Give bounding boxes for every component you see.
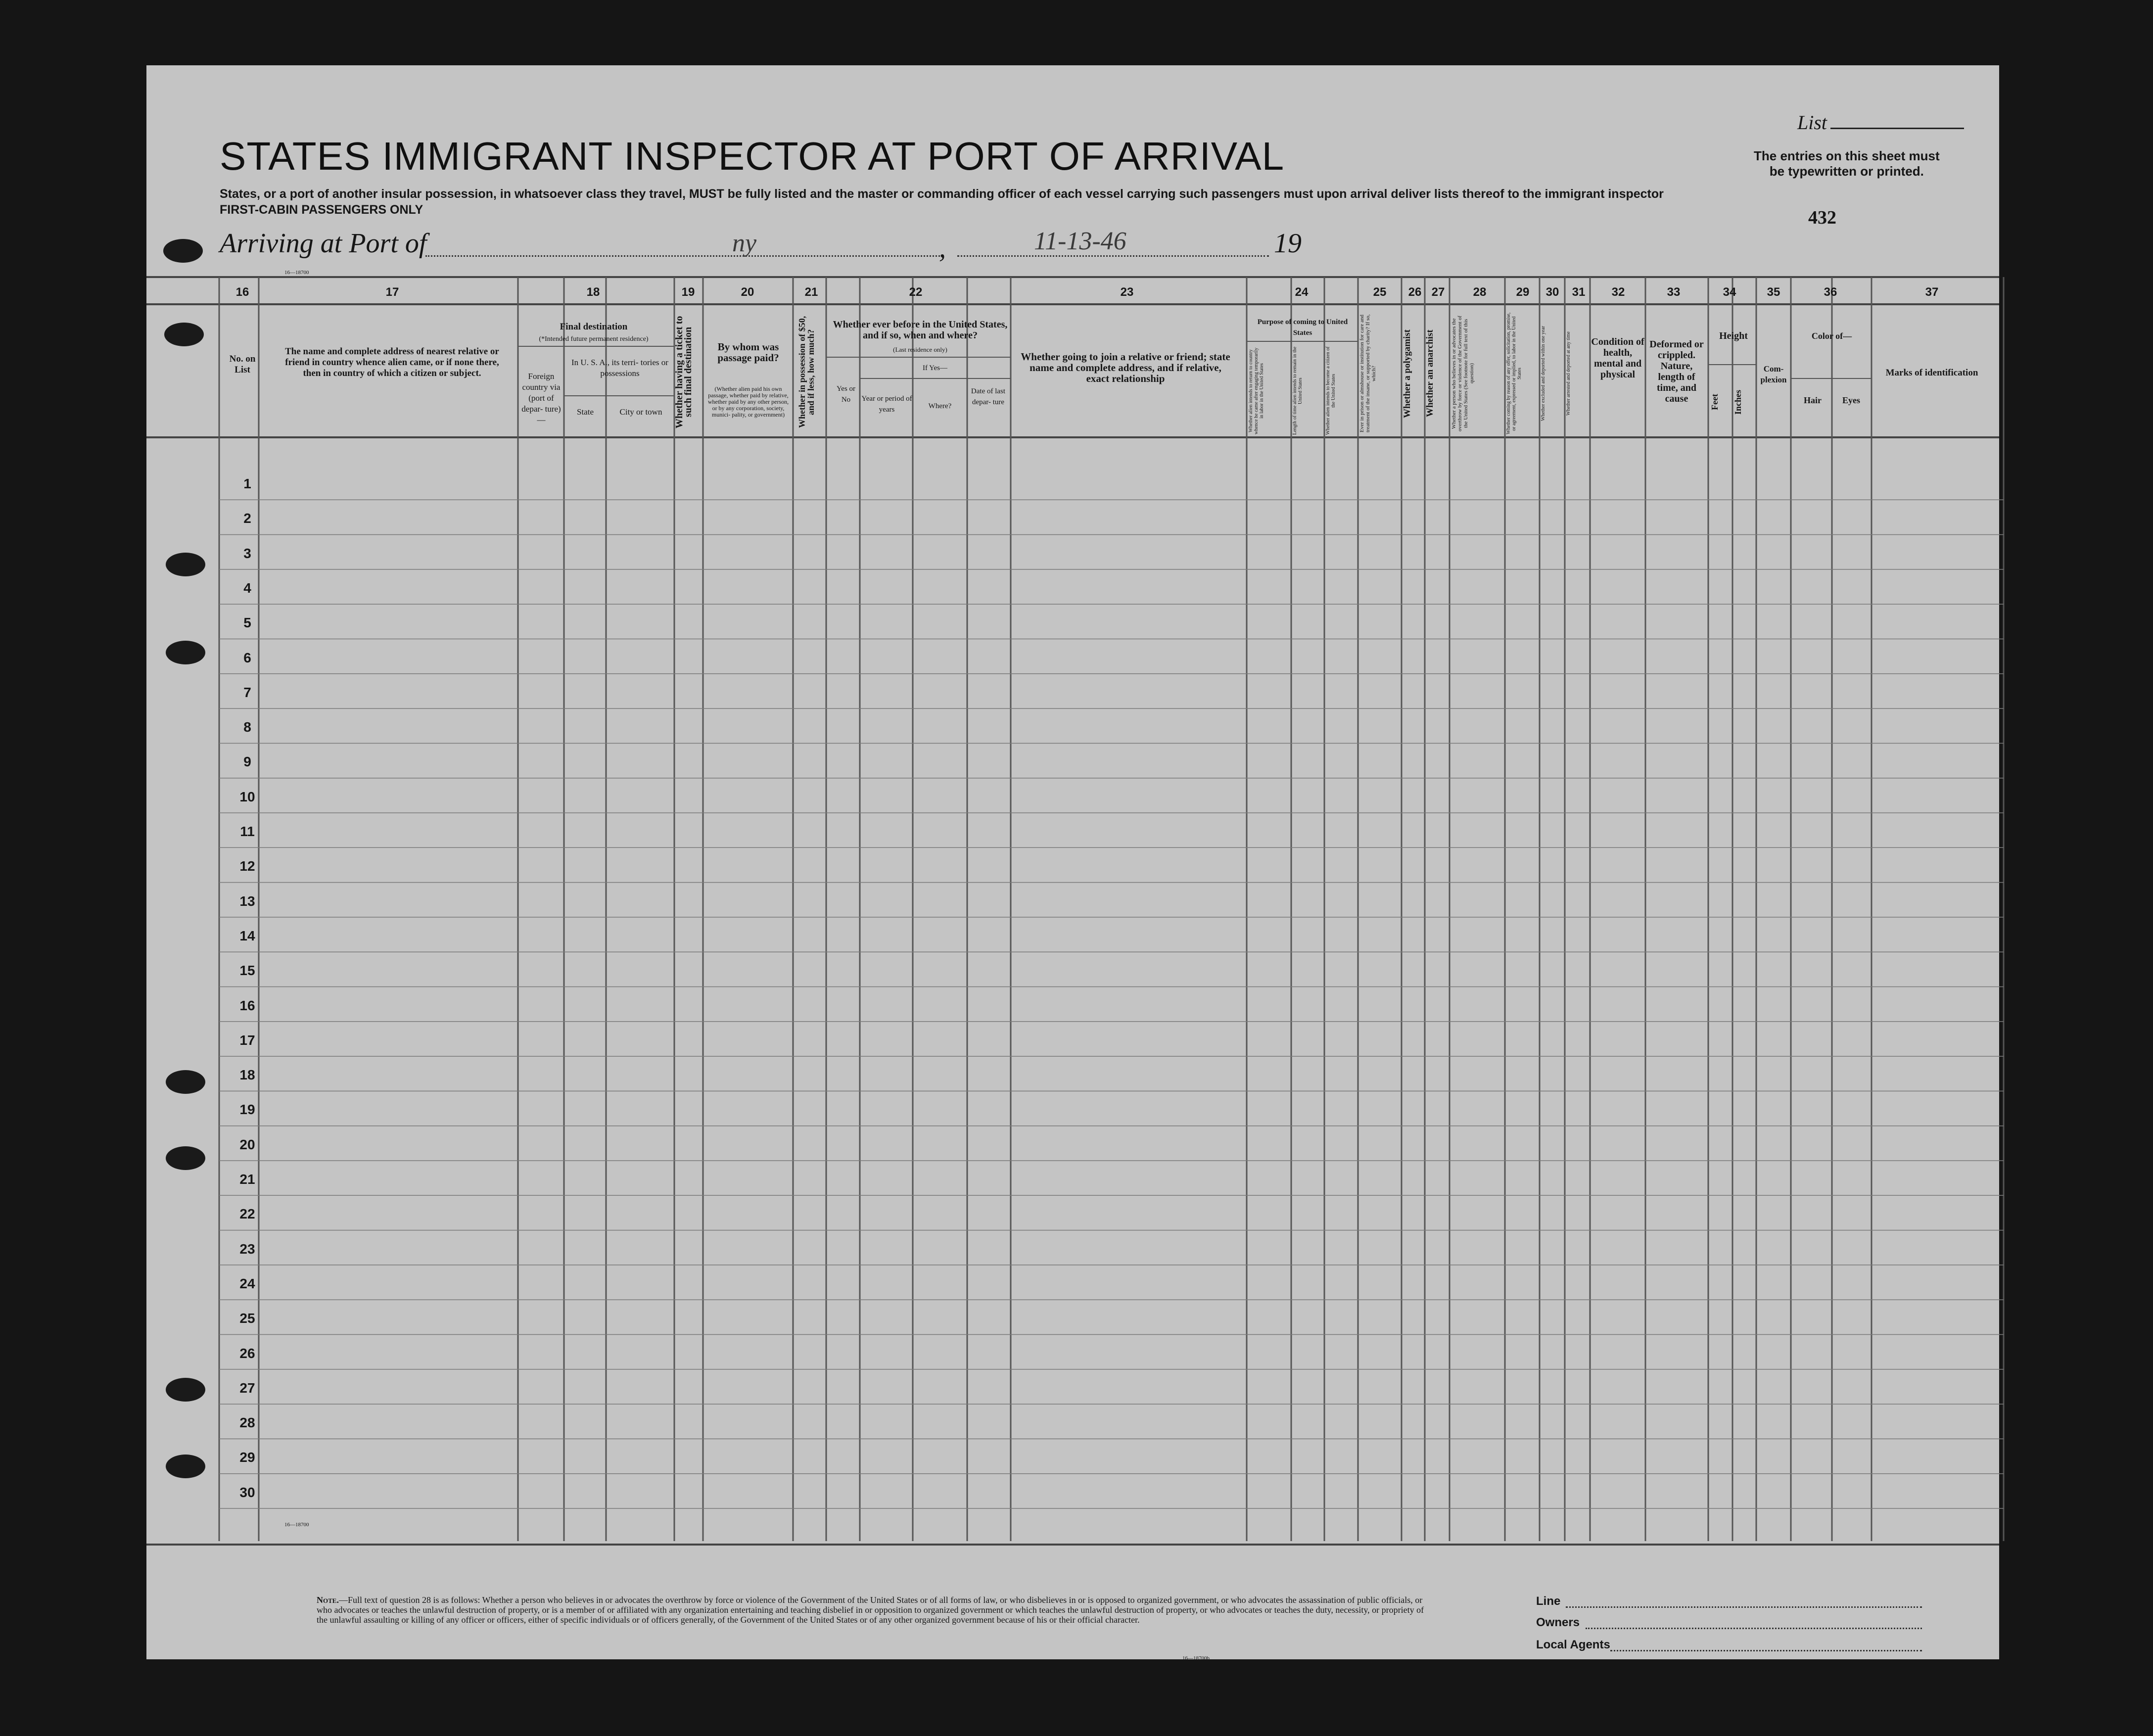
binder-hole [166, 641, 205, 664]
header-q28: Whether a person who believes in or advocates the overthrow by force or violence of the Government of the United States (See footnote for full text of this question) [1451, 316, 1475, 431]
row-number: 20 [239, 1136, 255, 1152]
owners-field [1586, 1628, 1922, 1629]
binder-hole [166, 1146, 205, 1170]
header-by-whom-paid: By whom was passage paid? [717, 341, 779, 364]
row-number: 25 [239, 1311, 255, 1326]
col-num-17: 17 [385, 285, 399, 299]
row-number: 4 [243, 580, 251, 596]
col-num-33: 33 [1667, 285, 1681, 299]
col-num-30: 30 [1545, 285, 1559, 299]
binder-hole [166, 1378, 205, 1402]
header-condition: Condition of health, mental and physical [1591, 336, 1644, 380]
footnote-label: Note. [317, 1595, 339, 1605]
row-number: 15 [239, 963, 255, 979]
header-yes-or-no: Yes or No [836, 385, 856, 404]
row-number: 9 [243, 754, 251, 770]
header-q31: Whether arrested and deported at any time [1566, 331, 1571, 416]
header-foreign-country: Foreign country via (port of depar- ture)— [521, 372, 561, 424]
col-num-26: 26 [1408, 285, 1422, 299]
line-label: Line [1536, 1595, 1561, 1608]
header-purpose-a: Whether alien intends to return to country whence he came after engaging temporarily in labor in the United States [1248, 347, 1264, 434]
col-num-23: 23 [1120, 285, 1134, 299]
stamp-number: 432 [1808, 207, 1836, 228]
header-eyes: Eyes [1842, 395, 1860, 405]
row-number: 28 [239, 1415, 255, 1431]
row-number: 18 [239, 1067, 255, 1083]
col-num-36: 36 [1824, 285, 1837, 299]
header-date-last-departure: Date of last depar- ture [971, 387, 1006, 406]
port-comma: , [939, 233, 946, 264]
row-number: 26 [239, 1345, 255, 1361]
binder-hole [163, 239, 203, 263]
header-final-destination: Final destination [560, 322, 628, 332]
row-number: 12 [239, 858, 255, 874]
header-state: State [577, 407, 594, 417]
header-complexion: Com- plexion [1760, 364, 1787, 384]
header-purpose-c: Whether alien intends to become a citizen of the United States [1325, 346, 1336, 435]
header-inches: Inches [1733, 389, 1743, 415]
row-number: 13 [239, 893, 255, 909]
col-num-21: 21 [804, 285, 818, 299]
header-last-residence: (Last residence only) [893, 346, 947, 353]
header-feet: Feet [1710, 394, 1720, 410]
header-year-or-period: Year or period of years [861, 395, 912, 414]
col-num-35: 35 [1767, 285, 1780, 299]
arriving-label: Arriving at Port of [220, 228, 427, 259]
col-num-25: 25 [1373, 285, 1387, 299]
line-field [1566, 1606, 1922, 1608]
footnote-text: —Full text of question 28 is as follows: Whether a person who believes in or advocates the overthrow by force or violence of the Government of the United States or of all forms of law, or who disbelieves in or is opposed to organized government, or who advocates the assassination of public officials, or who advocates or teaches the unlawful destruction of property, or is a member of or affiliated with any organization entertaining and teaching disbelief in or opposition to organized government or which teaches the unlawful destruction of property, or who advocates or teaches the duty, necessity, or propriety of the unlawful assaulting or killing of any officer or officers, either of specific individuals or of officers generally, of the Government of the United States or of any other organized government because of his or their official character. [317, 1595, 1424, 1625]
row-number: 27 [239, 1380, 255, 1396]
header-deformed: Deformed or crippled. Nature, length of time, and cause [1649, 339, 1704, 404]
col-num-28: 28 [1473, 285, 1487, 299]
header-where: Where? [928, 402, 952, 410]
col-num-24: 24 [1295, 285, 1309, 299]
row-number: 3 [243, 545, 251, 561]
header-height: Height [1719, 330, 1748, 341]
header-nearest-relative: The name and complete address of nearest relative or friend in country whence alien came, or if none there, then in country of which a citizen or subject. [285, 346, 499, 378]
passenger-class: FIRST-CABIN PASSENGERS ONLY [220, 203, 423, 217]
col-num-27: 27 [1431, 285, 1445, 299]
row-number: 6 [243, 650, 251, 665]
header-ticket: Whether having a ticket to such final destination [674, 316, 694, 428]
header-ever-before: Whether ever before in the United States, and if so, when and where? [833, 319, 1008, 341]
col-num-22: 22 [909, 285, 923, 299]
header-if-yes: If Yes— [922, 364, 947, 372]
row-number: 21 [239, 1172, 255, 1187]
col-num-29: 29 [1516, 285, 1530, 299]
col-num-37: 37 [1925, 285, 1939, 299]
header-possession-50: Whether in possession of $50, and if less, how much? [797, 316, 816, 428]
col-num-31: 31 [1572, 285, 1586, 299]
year-prefix: 19 [1274, 228, 1302, 259]
owners-label: Owners [1536, 1616, 1580, 1629]
binder-hole [166, 553, 205, 576]
col-num-32: 32 [1611, 285, 1625, 299]
row-number: 14 [239, 928, 255, 943]
col-num-16: 16 [235, 285, 249, 299]
footnote [317, 1595, 1435, 1625]
port-value: ny [732, 229, 757, 257]
row-number: 5 [243, 615, 251, 631]
binder-hole [164, 323, 204, 346]
header-prison: Ever in prison or almshouse or institution for care and treatment of the insane, or supported by charity? If so, which? [1359, 314, 1377, 433]
header-polygamist: Whether a polygamist [1402, 329, 1412, 418]
date-value: 11-13-46 [1034, 227, 1126, 255]
entries-line-1: The entries on this sheet must [1754, 148, 1940, 163]
binder-hole [166, 1070, 205, 1094]
header-q29: Whether coming by reason of any offer, solicitation, promise, or agreement, expressed or implied, to labor in the United States [1506, 312, 1522, 435]
local-agents-field [1610, 1650, 1922, 1651]
binder-hole [166, 1454, 205, 1478]
header-purpose: Purpose of coming to United States [1257, 318, 1348, 337]
header-color-of: Color of— [1811, 331, 1852, 341]
header-q30: Whether excluded and deported within one year [1541, 326, 1546, 422]
row-number: 8 [243, 719, 251, 735]
col-num-34: 34 [1723, 285, 1736, 299]
col-num-20: 20 [741, 285, 754, 299]
header-no-on-list: No. on List [229, 354, 256, 375]
row-number: 22 [239, 1206, 255, 1222]
row-number: 16 [239, 997, 255, 1013]
header-city-or-town: City or town [619, 407, 662, 417]
row-number: 30 [239, 1484, 255, 1500]
header-anarchist: Whether an anarchist [1425, 329, 1435, 418]
col-num-18: 18 [586, 285, 600, 299]
row-number: 1 [243, 476, 251, 491]
row-number: 19 [239, 1102, 255, 1118]
form-number-top: 16—18700 [284, 270, 309, 276]
entries-line-2: be typewritten or printed. [1769, 164, 1924, 179]
row-number: 23 [239, 1241, 255, 1257]
row-number: 10 [239, 789, 255, 804]
header-by-whom-paid-note: (Whether alien paid his own passage, whether paid by relative, whether paid by any other person, or by any corporation, society, munici- pality, or government) [707, 385, 789, 418]
list-label: List [1797, 111, 1827, 134]
header-intended-residence: (*Intended future permanent residence) [539, 335, 649, 343]
header-hair: Hair [1804, 395, 1822, 405]
row-number: 17 [239, 1032, 255, 1048]
row-number: 2 [243, 511, 251, 526]
col-num-19: 19 [681, 285, 695, 299]
row-number: 29 [239, 1450, 255, 1465]
form-number-footer: 16—18700b [1182, 1655, 1210, 1661]
local-agents-label: Local Agents [1536, 1638, 1610, 1651]
document-title: STATES IMMIGRANT INSPECTOR AT PORT OF ARRIVAL [220, 134, 1285, 178]
row-number: 11 [240, 824, 255, 839]
row-number: 7 [243, 684, 251, 700]
header-marks: Marks of identification [1885, 368, 1978, 378]
header-joining-relative: Whether going to join a relative or friend; state name and complete address, and if relative, exact relationship [1021, 351, 1230, 384]
row-number: 24 [239, 1275, 255, 1291]
header-in-usa: In U. S. A., its terri- tories or possessions [571, 358, 668, 378]
form-number-mid: 16—18700 [284, 1522, 309, 1528]
intro-text: States, or a port of another insular possession, in whatsoever class they travel, MUST be fully listed and the master or commanding officer of each vessel carrying such passengers must upon arrival deliver lists thereof to the immigrant inspector [220, 187, 1664, 201]
header-purpose-b: Length of time alien intends to remain in the United States [1292, 346, 1303, 435]
